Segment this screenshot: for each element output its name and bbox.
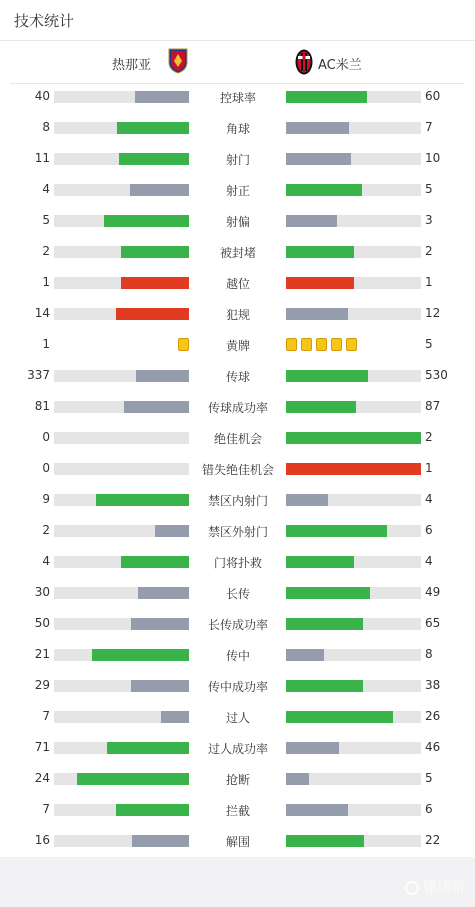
stat-row: [0, 423, 475, 454]
stat-row: [0, 485, 475, 516]
away-bar-fill: [286, 277, 354, 289]
away-bar-track: [286, 370, 421, 382]
home-bar-track: [54, 184, 189, 196]
away-value: 26: [425, 709, 441, 723]
home-value: 8: [42, 120, 50, 134]
stat-row: [0, 82, 475, 113]
home-bar-fill: [161, 711, 189, 723]
home-value: 30: [34, 585, 50, 599]
home-bar-fill: [130, 184, 189, 196]
away-value: 12: [425, 306, 441, 320]
stat-row: [0, 454, 475, 485]
home-value: 1: [42, 275, 50, 289]
home-bar-fill: [131, 618, 189, 630]
away-value: 4: [425, 554, 433, 568]
watermark-text: 懂球帝: [423, 880, 465, 896]
home-bar-track: [54, 122, 189, 134]
away-bar-track: [286, 246, 421, 258]
home-value: 14: [34, 306, 50, 320]
home-value: 11: [34, 151, 50, 165]
away-yellow-cards: [286, 338, 361, 352]
yellow-card-icon: [178, 338, 189, 351]
stat-row: [0, 299, 475, 330]
away-bar-track: [286, 742, 421, 754]
away-value: 22: [425, 833, 441, 847]
stat-label: 禁区内射门: [207, 494, 268, 508]
stat-row: [0, 361, 475, 392]
yellow-card-icon: [301, 338, 312, 351]
stat-row: [0, 516, 475, 547]
stat-label: 错失绝佳机会: [201, 463, 274, 477]
yellow-card-icon: [316, 338, 327, 351]
stat-row: [0, 175, 475, 206]
yellow-card-icon: [286, 338, 297, 351]
away-bar-track: [286, 184, 421, 196]
stat-row: [0, 826, 475, 857]
stat-label: 传球成功率: [207, 401, 268, 415]
stat-row: [0, 206, 475, 237]
stat-label: 黄牌: [225, 339, 250, 353]
home-bar-track: [54, 215, 189, 227]
away-bar-fill: [286, 308, 348, 320]
away-bar-track: [286, 711, 421, 723]
away-value: 3: [425, 213, 433, 227]
away-bar-track: [286, 525, 421, 537]
away-bar-fill: [286, 680, 363, 692]
away-bar-track: [286, 277, 421, 289]
stat-label: 传球: [225, 370, 250, 384]
home-bar-fill: [155, 525, 189, 537]
away-value: 65: [425, 616, 441, 630]
home-value: 7: [42, 802, 50, 816]
stat-label: 过人: [225, 711, 250, 725]
home-bar-track: [54, 804, 189, 816]
home-value: 16: [34, 833, 50, 847]
away-value: 530: [425, 368, 448, 382]
home-value: 1: [42, 337, 50, 351]
home-bar-fill: [92, 649, 189, 661]
stat-row: [0, 733, 475, 764]
home-bar-track: [54, 618, 189, 630]
page-title: 技术统计: [14, 12, 75, 30]
home-bar-track: [54, 401, 189, 413]
home-value: 337: [27, 368, 50, 382]
away-bar-track: [286, 215, 421, 227]
stat-row: [0, 795, 475, 826]
away-bar-fill: [286, 649, 324, 661]
away-bar-track: [286, 587, 421, 599]
stat-row: [0, 392, 475, 423]
teams-row: [10, 41, 465, 84]
away-bar-track: [286, 804, 421, 816]
stat-label: 射正: [225, 184, 250, 198]
home-bar-fill: [136, 370, 189, 382]
away-bar-fill: [286, 463, 421, 475]
away-bar-track: [286, 556, 421, 568]
stat-label: 解围: [225, 835, 250, 849]
home-bar-fill: [117, 122, 189, 134]
home-value: 4: [42, 554, 50, 568]
home-bar-fill: [96, 494, 189, 506]
away-bar-fill: [286, 835, 364, 847]
stat-row: [0, 702, 475, 733]
stat-label: 传中: [225, 649, 250, 663]
away-bar-track: [286, 649, 421, 661]
home-bar-fill: [77, 773, 189, 785]
home-bar-track: [54, 711, 189, 723]
home-bar-track: [54, 835, 189, 847]
home-bar-track: [54, 773, 189, 785]
home-bar-track: [54, 432, 189, 444]
away-bar-fill: [286, 773, 309, 785]
home-value: 2: [42, 244, 50, 258]
away-bar-track: [286, 494, 421, 506]
home-bar-track: [54, 246, 189, 258]
ac-milan-crest-icon[interactable]: [295, 49, 313, 75]
away-value: 4: [425, 492, 433, 506]
stat-label: 角球: [225, 122, 250, 136]
stat-row: [0, 671, 475, 702]
stat-label: 射偏: [225, 215, 250, 229]
away-bar-track: [286, 618, 421, 630]
stat-label: 抢断: [225, 773, 250, 787]
home-bar-track: [54, 587, 189, 599]
away-value: 6: [425, 802, 433, 816]
away-bar-fill: [286, 742, 339, 754]
away-value: 8: [425, 647, 433, 661]
home-value: 81: [34, 399, 50, 413]
away-bar-track: [286, 835, 421, 847]
home-bar-fill: [121, 246, 189, 258]
away-value: 38: [425, 678, 441, 692]
home-bar-fill: [116, 308, 189, 320]
away-bar-track: [286, 401, 421, 413]
home-bar-fill: [116, 804, 189, 816]
home-bar-fill: [124, 401, 189, 413]
away-value: 5: [425, 182, 433, 196]
away-value: 49: [425, 585, 441, 599]
home-bar-fill: [131, 680, 189, 692]
home-value: 5: [42, 213, 50, 227]
away-bar-track: [286, 122, 421, 134]
home-bar-track: [54, 277, 189, 289]
home-value: 2: [42, 523, 50, 537]
away-bar-fill: [286, 494, 328, 506]
home-team-name[interactable]: 热那亚: [111, 58, 151, 73]
stat-label: 被封堵: [219, 246, 256, 260]
home-bar-track: [54, 680, 189, 692]
home-bar-track: [54, 370, 189, 382]
away-value: 2: [425, 430, 433, 444]
stat-label: 拦截: [225, 804, 250, 818]
stat-row: [0, 268, 475, 299]
away-bar-fill: [286, 215, 337, 227]
stat-row: [0, 609, 475, 640]
header: [0, 0, 475, 41]
away-value: 60: [425, 89, 441, 103]
away-bar-fill: [286, 246, 354, 258]
genoa-crest-icon[interactable]: [168, 48, 188, 74]
away-bar-track: [286, 91, 421, 103]
away-bar-fill: [286, 587, 370, 599]
away-value: 1: [425, 461, 433, 475]
away-bar-fill: [286, 122, 349, 134]
away-bar-fill: [286, 711, 393, 723]
home-bar-track: [54, 91, 189, 103]
home-value: 24: [34, 771, 50, 785]
away-bar-fill: [286, 804, 348, 816]
away-bar-track: [286, 680, 421, 692]
home-yellow-cards: [174, 338, 189, 352]
stat-label: 禁区外射门: [207, 525, 268, 539]
away-value: 10: [425, 151, 441, 165]
away-value: 1: [425, 275, 433, 289]
away-bar-track: [286, 308, 421, 320]
stat-label: 传中成功率: [207, 680, 268, 694]
away-bar-fill: [286, 432, 421, 444]
stat-label: 越位: [225, 277, 250, 291]
dongqiudi-logo-icon: [405, 881, 419, 895]
away-bar-track: [286, 432, 421, 444]
away-value: 2: [425, 244, 433, 258]
away-value: 5: [425, 337, 433, 351]
stat-label: 射门: [225, 153, 250, 167]
away-bar-fill: [286, 618, 363, 630]
stat-label: 过人成功率: [207, 742, 268, 756]
home-value: 21: [34, 647, 50, 661]
home-bar-fill: [119, 153, 189, 165]
home-bar-track: [54, 308, 189, 320]
stat-row: [0, 578, 475, 609]
away-value: 7: [425, 120, 433, 134]
stat-row: [0, 640, 475, 671]
away-bar-fill: [286, 556, 354, 568]
yellow-card-icon: [346, 338, 357, 351]
stat-label: 控球率: [219, 91, 256, 105]
away-bar-fill: [286, 401, 356, 413]
home-bar-fill: [121, 556, 189, 568]
home-value: 71: [34, 740, 50, 754]
stat-label: 犯规: [225, 308, 250, 322]
away-bar-track: [286, 463, 421, 475]
home-bar-fill: [132, 835, 189, 847]
away-value: 87: [425, 399, 441, 413]
stat-row: [0, 764, 475, 795]
home-value: 7: [42, 709, 50, 723]
home-bar-track: [54, 649, 189, 661]
watermark: [405, 877, 465, 897]
stat-label: 长传: [225, 587, 250, 601]
yellow-card-icon: [331, 338, 342, 351]
away-value: 46: [425, 740, 441, 754]
home-bar-fill: [135, 91, 189, 103]
stat-row: [0, 237, 475, 268]
stat-row: [0, 330, 475, 361]
home-value: 50: [34, 616, 50, 630]
home-bar-track: [54, 463, 189, 475]
away-bar-track: [286, 153, 421, 165]
away-bar-fill: [286, 184, 362, 196]
home-value: 4: [42, 182, 50, 196]
away-bar-track: [286, 773, 421, 785]
home-bar-track: [54, 525, 189, 537]
home-value: 0: [42, 461, 50, 475]
home-bar-fill: [104, 215, 189, 227]
away-team-name[interactable]: AC米兰: [318, 58, 362, 73]
home-bar-track: [54, 742, 189, 754]
home-bar-fill: [121, 277, 189, 289]
home-bar-track: [54, 153, 189, 165]
home-bar-fill: [138, 587, 189, 599]
stat-label: 绝佳机会: [213, 432, 262, 446]
stat-row: [0, 547, 475, 578]
away-value: 6: [425, 523, 433, 537]
away-value: 5: [425, 771, 433, 785]
home-bar-track: [54, 494, 189, 506]
home-value: 40: [34, 89, 50, 103]
stat-row: [0, 113, 475, 144]
stats-list: [0, 82, 475, 857]
footer: [0, 857, 475, 907]
home-value: 9: [42, 492, 50, 506]
home-bar-fill: [107, 742, 189, 754]
stat-label: 长传成功率: [207, 618, 268, 632]
home-bar-track: [54, 556, 189, 568]
home-value: 29: [34, 678, 50, 692]
stat-label: 门将扑救: [213, 556, 262, 570]
stat-row: [0, 144, 475, 175]
away-bar-fill: [286, 153, 351, 165]
home-value: 0: [42, 430, 50, 444]
away-bar-fill: [286, 525, 387, 537]
away-bar-fill: [286, 370, 368, 382]
away-bar-fill: [286, 91, 367, 103]
